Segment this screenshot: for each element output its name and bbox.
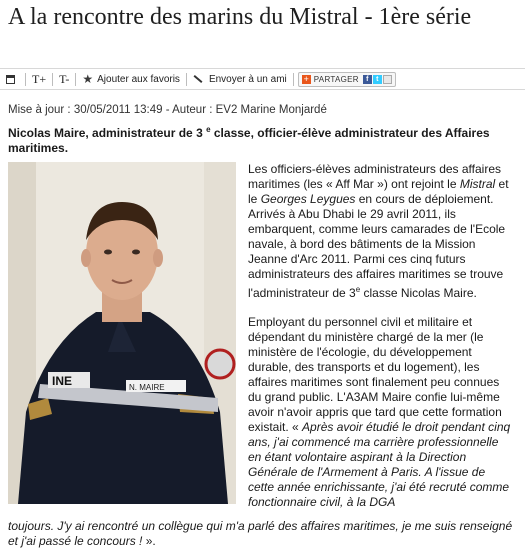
article-paragraph-continuation: toujours. J'y ai rencontré un collègue qui m'a parlé des affaires maritimes, je me suis renseigné et j'ai passé le concours ! ».: [8, 519, 513, 548]
star-icon: ★: [82, 72, 94, 86]
lead-text: Nicolas Maire, administrateur de 3: [8, 126, 203, 140]
share-label: PARTAGER: [313, 74, 359, 84]
pen-icon: [193, 75, 202, 83]
quote-text-continuation: toujours. J'y ai rencontré un collègue qui m'a parlé des affaires maritimes, je me suis renseigné et j'ai passé le concours !: [8, 519, 513, 548]
ship-name: Georges Leygues: [260, 192, 356, 206]
quote-text: Après avoir étudié le droit pendant cinq ans, j'ai commencé ma carrière professionnelle en étant volontaire aspirant à la Direction Générale de l'Armement à Paris. A l'issue de cette année enrichissante, j'ai été recruté comme fonctionnaire civil, à la DGA: [248, 420, 511, 509]
updated-label: Mise à jour :: [8, 104, 71, 116]
facebook-icon[interactable]: f: [363, 75, 372, 84]
article-body: [248, 162, 514, 510]
text-larger-button[interactable]: T+: [32, 71, 47, 86]
author-label: Auteur :: [172, 104, 213, 116]
portrait-photo: [8, 162, 236, 504]
lead-superscript: e: [206, 125, 211, 134]
send-to-friend-button[interactable]: [187, 74, 293, 85]
article-paragraph-2: Employant du personnel civil et militaire et dépendant du ministère chargé de la mer (le ministère de l'écologie, du développement durable, des transports et du logement), les affaires maritimes sont finalement peu connues du grand public. L'A3AM Maire confie lui-même avoir n'avoir appris que tard que cette formation existait. « Après avoir étudié le droit pendant cinq ans, j'ai commencé ma carrière professionnelle en étant volontaire aspirant à la Direction Générale de l'Armement à Paris. A l'issue de cette année enrichissante, j'ai été recruté comme fonctionnaire civil, à la DGA: [248, 315, 511, 509]
article-meta: [8, 104, 327, 116]
article-toolbar: [0, 68, 525, 90]
add-favorites-button[interactable]: [76, 72, 186, 86]
mail-icon[interactable]: [383, 75, 392, 84]
lead-text-end: classe, officier-élève administrateur des Affaires maritimes.: [8, 126, 490, 155]
portrait-illustration: [8, 162, 236, 504]
toolbar-divider: [293, 73, 294, 86]
meta-separator: -: [165, 104, 170, 116]
print-button[interactable]: [0, 75, 25, 84]
page-title: A la rencontre des marins du Mistral - 1ère série: [8, 4, 472, 30]
updated-value: 30/05/2011 13:49: [73, 104, 163, 116]
article-paragraph-1: Les officiers-élèves administrateurs des affaires maritimes (les « Aff Mar ») ont rejoint le Mistral et le Georges Leygues en cours de déploiement. Arrivés à Abu Dhabi le 29 avril 2011, ils embarquent, comme leurs camarades de l'Ecole navale, à bord des bâtiments de la Mission Jeanne d'Arc 2011. Parmi ces cinq futurs administrateurs des affaires maritimes se trouve l'administrateur de 3e classe Nicolas Maire.: [248, 162, 509, 300]
share-plus-icon: +: [303, 73, 309, 84]
favorites-label: Ajouter aux favoris: [97, 73, 180, 85]
uniform-badge: INE: [52, 374, 73, 388]
twitter-icon[interactable]: t: [373, 75, 382, 84]
send-label: Envoyer à un ami: [208, 73, 287, 85]
name-tag: N. MAIRE: [129, 383, 165, 392]
author-value: EV2 Marine Monjardé: [215, 104, 327, 116]
text-smaller-button[interactable]: T-: [59, 71, 70, 86]
share-button[interactable]: [298, 72, 396, 87]
lead-caption: [8, 122, 520, 156]
ship-name: Mistral: [459, 177, 496, 191]
printer-icon: [6, 75, 15, 84]
